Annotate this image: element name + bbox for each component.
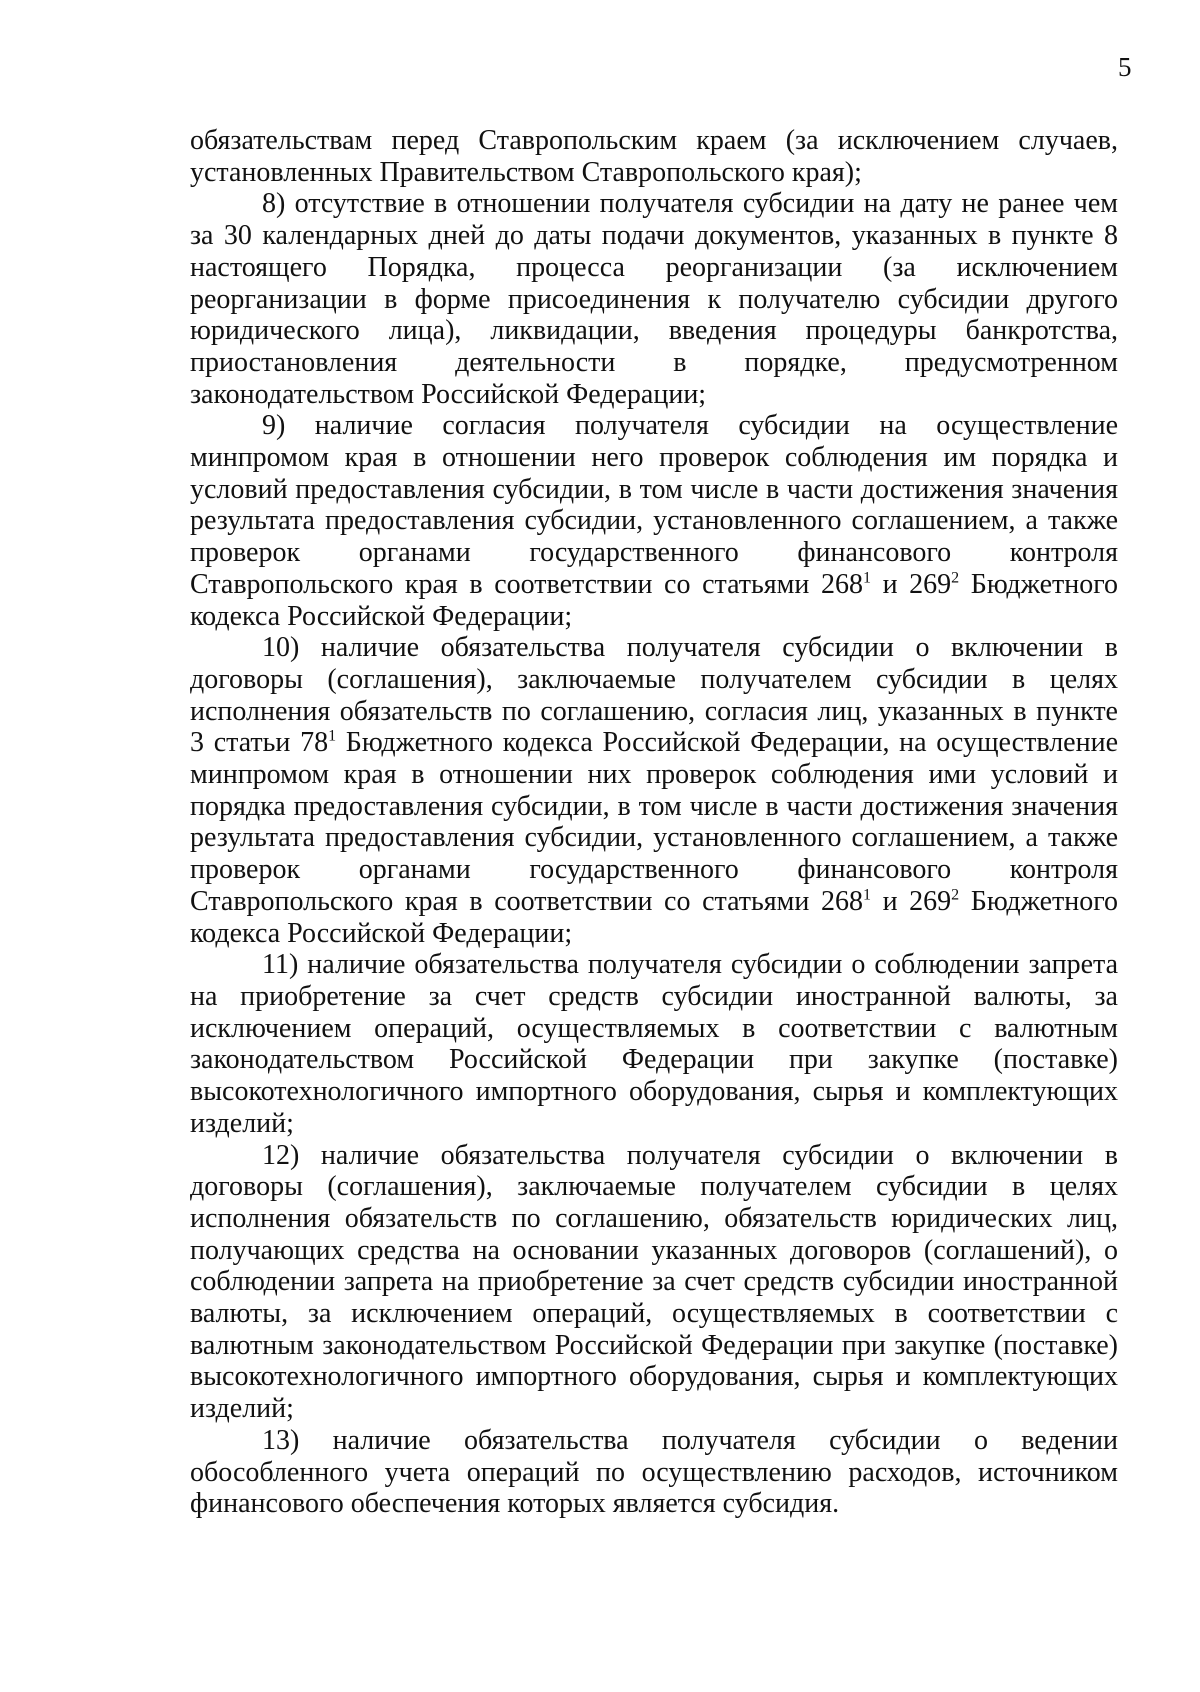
- paragraph-item-13: 13) наличие обязательства получателя субсидии о ведении обособленного учета операций по осуществлению расходов, источником финансового обеспечения которых является субсидия.: [190, 1424, 1118, 1520]
- item-10-text-4: Бюджетного кодекса Российской Федерации;: [190, 885, 1119, 949]
- item-9-text-2: и 269: [870, 568, 952, 600]
- page-number: 5: [1118, 52, 1132, 82]
- superscript: 2: [951, 569, 960, 587]
- paragraph-item-9: [190, 410, 1118, 632]
- superscript: 1: [328, 728, 337, 746]
- item-10-text-2: Бюджетного кодекса Российской Федерации, на осуществление минпромом края в отношении них проверок соблюдения ими условий и порядка предоставления субсидии, в том числе в части достижения значения результата предоставления субсидии, установленного соглашением, а также проверок органами государственного финансового контроля Ставропольского края в соответствии со статьями 268: [190, 727, 1118, 917]
- superscript: 2: [951, 886, 960, 904]
- item-9-text-3: Бюджетного кодекса Российской Федерации;: [190, 568, 1119, 632]
- item-10-text-3: и 269: [870, 885, 952, 917]
- item-10-text-1: 10) наличие обязательства получателя субсидии о включении в договоры (соглашения), заключаемые получателем субсидии в целях исполнения обязательств по соглашению, согласия лиц, указанных в пункте 3 статьи 78: [190, 632, 1118, 759]
- superscript: 1: [862, 569, 871, 587]
- document-body: [190, 125, 1118, 1520]
- item-9-text-1: 9) наличие согласия получателя субсидии на осуществление минпромом края в отношении него проверок соблюдения им порядка и условий предоставления субсидии, в том числе в части достижения значения результата предоставления субсидии, установленного соглашением, а также проверок органами государственного финансового контроля Ставропольского края в соответствии со статьями 268: [190, 410, 1118, 600]
- paragraph-item-12: 12) наличие обязательства получателя субсидии о включении в договоры (соглашения), заключаемые получателем субсидии в целях исполнения обязательств по соглашению, обязательств юридических лиц, получающих средства на основании указанных договоров (соглашений), о соблюдении запрета на приобретение за счет средств субсидии иностранной валюты, за исключением операций, осуществляемых в соответствии с валютным законодательством Российской Федерации при закупке (поставке) высокотехнологичного импортного оборудования, сырья и комплектующих изделий;: [190, 1139, 1118, 1425]
- paragraph-continuation: обязательствам перед Ставропольским краем (за исключением случаев, установленных Правительством Ставропольского края);: [190, 125, 1118, 188]
- paragraph-item-10: [190, 632, 1118, 949]
- paragraph-item-11: 11) наличие обязательства получателя субсидии о соблюдении запрета на приобретение за счет средств субсидии иностранной валюты, за исключением операций, осуществляемых в соответствии с валютным законодательством Российской Федерации при закупке (поставке) высокотехнологичного импортного оборудования, сырья и комплектующих изделий;: [190, 949, 1118, 1139]
- paragraph-item-8: 8) отсутствие в отношении получателя субсидии на дату не ранее чем за 30 календарных дней до даты подачи документов, указанных в пункте 8 настоящего Порядка, процесса реорганизации (за исключением реорганизации в форме присоединения к получателю субсидии другого юридического лица), ликвидации, введения процедуры банкротства, приостановления деятельности в порядке, предусмотренном законодательством Российской Федерации;: [190, 188, 1118, 410]
- superscript: 1: [862, 886, 871, 904]
